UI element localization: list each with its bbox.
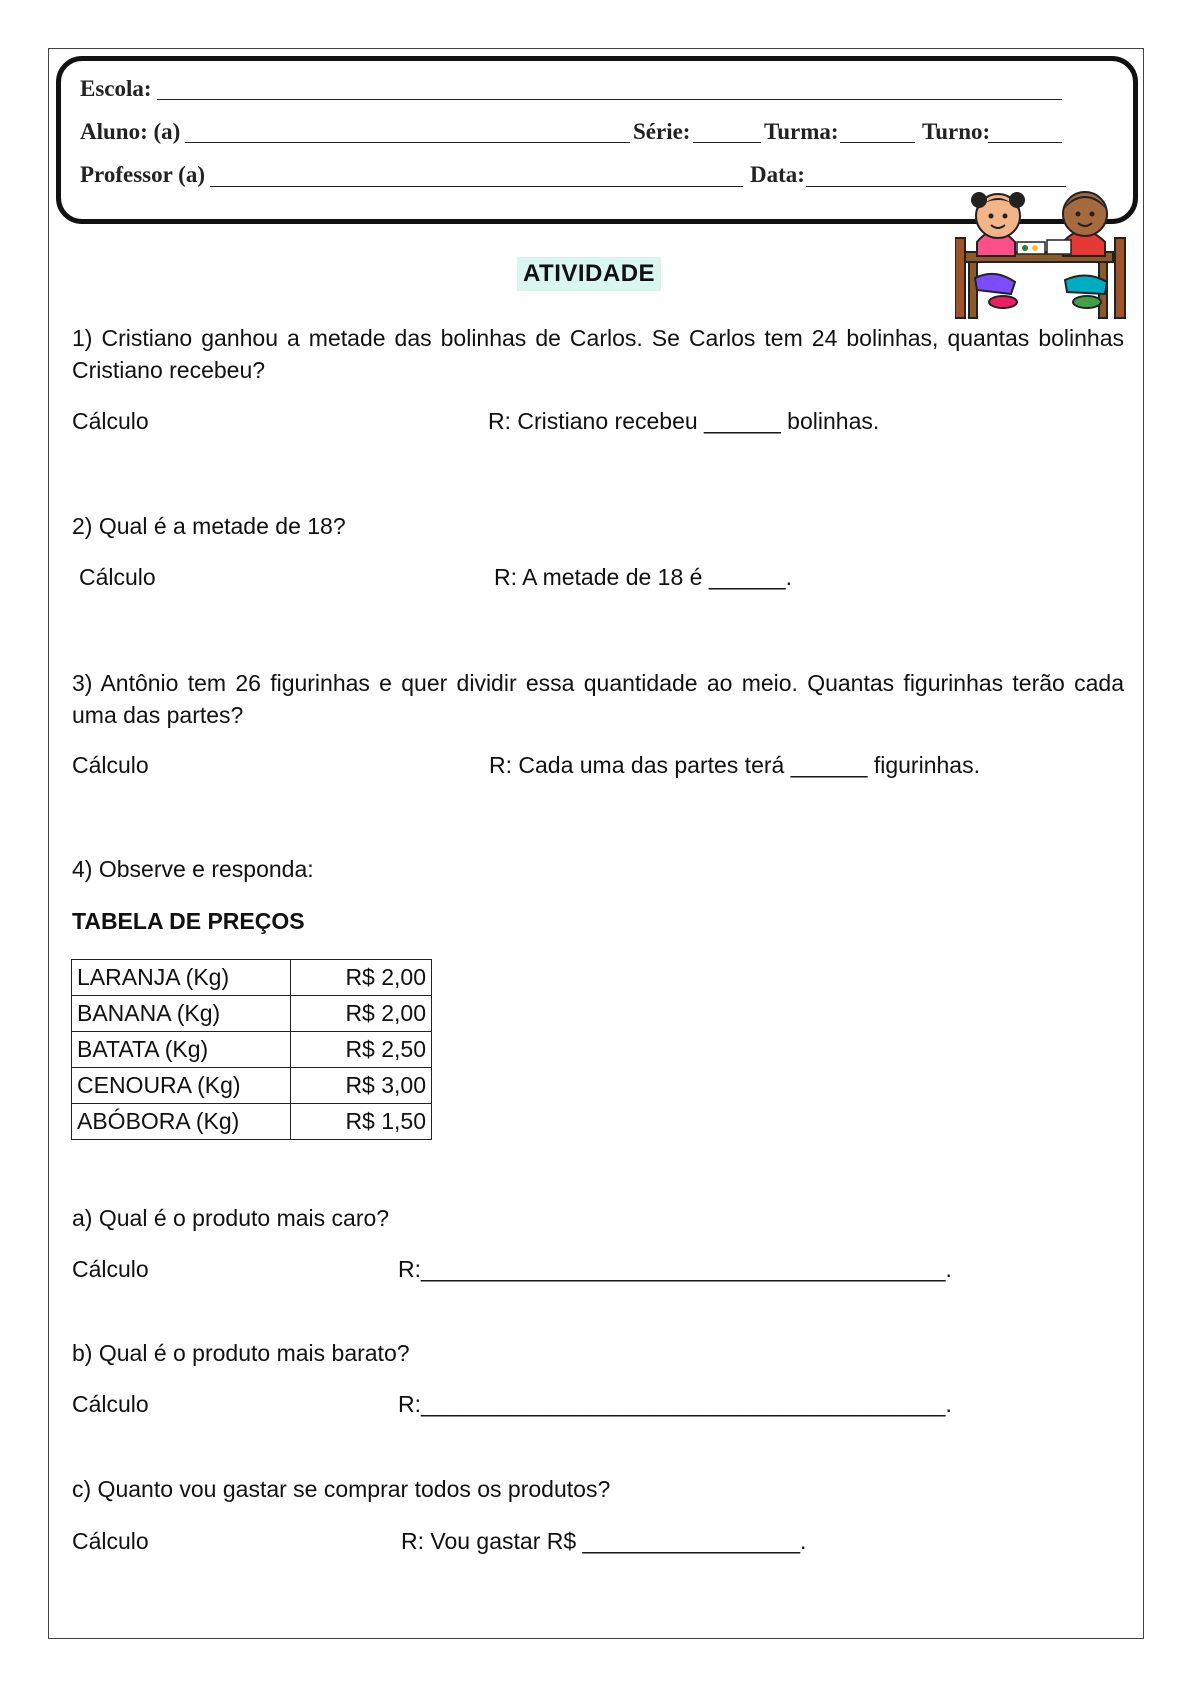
table-cell-item: CENOURA (Kg): [72, 1068, 291, 1104]
table-cell-item: BATATA (Kg): [72, 1032, 291, 1068]
price-table-title: TABELA DE PREÇOS: [72, 908, 305, 934]
question-4c-text: c) Quanto vou gastar se comprar todos os produtos?: [72, 1476, 611, 1502]
grade-field[interactable]: [693, 142, 761, 143]
table-cell-price: R$ 2,00: [291, 960, 432, 996]
table-row: [72, 1104, 432, 1140]
table-row: [72, 960, 432, 996]
q4c-calc-label: Cálculo: [72, 1528, 149, 1554]
table-cell-price: R$ 2,50: [291, 1032, 432, 1068]
school-label: Escola:: [80, 76, 152, 101]
table-cell-item: LARANJA (Kg): [72, 960, 291, 996]
table-row: [72, 1032, 432, 1068]
q4b-answer[interactable]: R:_________________________________________.: [398, 1391, 952, 1417]
table-row: [72, 1068, 432, 1104]
q1-answer[interactable]: R: Cristiano recebeu ______ bolinhas.: [488, 408, 880, 434]
school-field[interactable]: [157, 99, 1062, 100]
question-1-text: 1) Cristiano ganhou a metade das bolinhas de Carlos. Se Carlos tem 24 bolinhas, quantas bolinhas Cristiano recebeu?: [72, 325, 1124, 383]
q2-answer[interactable]: R: A metade de 18 é ______.: [494, 564, 792, 590]
question-4b-text: b) Qual é o produto mais barato?: [72, 1340, 410, 1366]
q3-answer[interactable]: R: Cada uma das partes terá ______ figurinhas.: [489, 752, 980, 778]
activity-title: ATIVIDADE: [517, 257, 661, 291]
student-label: Aluno: (a): [80, 119, 181, 144]
kids-studying-illustration: [955, 178, 1140, 326]
shift-field[interactable]: [988, 142, 1062, 143]
question-2-text: 2) Qual é a metade de 18?: [72, 513, 346, 539]
question-4a-text: a) Qual é o produto mais caro?: [72, 1205, 390, 1231]
q2-calc-label: Cálculo: [79, 564, 156, 590]
teacher-label: Professor (a): [80, 162, 205, 187]
table-row: [72, 996, 432, 1032]
grade-label: Série:: [633, 119, 691, 144]
q1-calc-label: Cálculo: [72, 408, 149, 434]
question-4-text: 4) Observe e responda:: [72, 856, 314, 882]
table-cell-price: R$ 3,00: [291, 1068, 432, 1104]
student-field[interactable]: [185, 142, 630, 143]
question-3-text: 3) Antônio tem 26 figurinhas e quer dividir essa quantidade ao meio. Quantas figurinhas terão cada uma das partes?: [72, 670, 1124, 728]
table-cell-price: R$ 2,00: [291, 996, 432, 1032]
q4a-answer[interactable]: R:_________________________________________.: [398, 1256, 952, 1282]
teacher-field[interactable]: [210, 186, 743, 187]
shift-label: Turno:: [922, 119, 991, 144]
class-field[interactable]: [840, 142, 915, 143]
q4b-calc-label: Cálculo: [72, 1391, 149, 1417]
price-table: [71, 959, 432, 1140]
q4c-answer[interactable]: R: Vou gastar R$ _________________.: [401, 1528, 807, 1554]
q3-calc-label: Cálculo: [72, 752, 149, 778]
q4a-calc-label: Cálculo: [72, 1256, 149, 1282]
table-cell-item: BANANA (Kg): [72, 996, 291, 1032]
date-label: Data:: [750, 162, 805, 187]
class-label: Turma:: [764, 119, 839, 144]
table-cell-price: R$ 1,50: [291, 1104, 432, 1140]
table-cell-item: ABÓBORA (Kg): [72, 1104, 291, 1140]
